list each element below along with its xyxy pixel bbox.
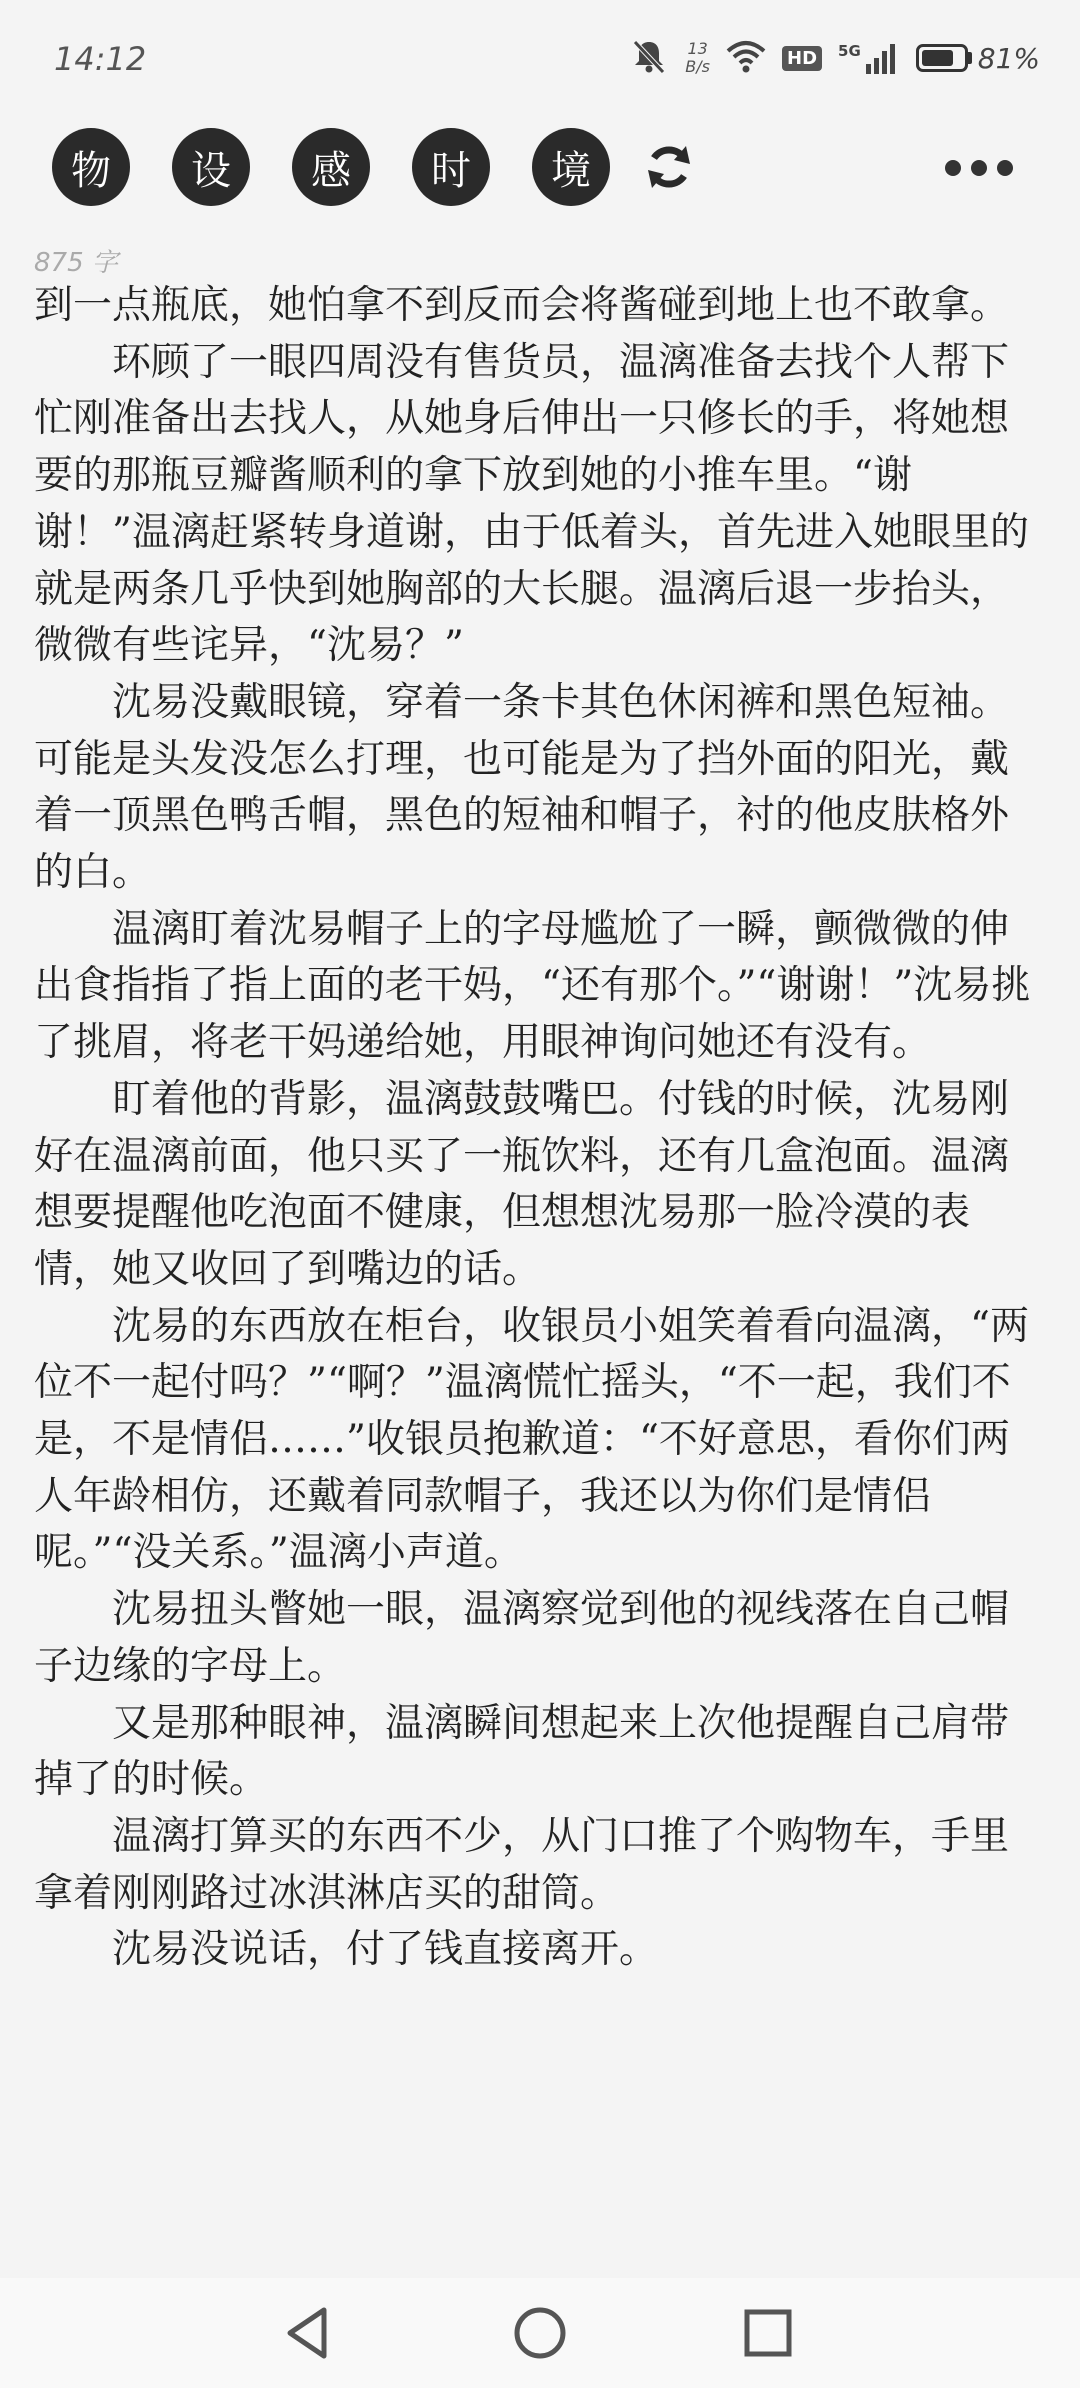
- article-content: [34, 278, 1034, 1979]
- more-dot: [945, 160, 961, 176]
- toolbar-button-gan[interactable]: 感: [292, 128, 370, 206]
- battery-tip: [968, 52, 972, 64]
- paragraph: 沈易没戴眼镜，穿着一条卡其色休闲裤和黑色短袖。可能是头发没怎么打理，也可能是为了挡外面的阳光，戴着一顶黑色鸭舌帽，黑色的短袖和帽子，衬的他皮肤格外的白。: [34, 679, 1010, 896]
- battery-percent: 81%: [977, 41, 1040, 75]
- paragraph: 又是那种眼神，温漓瞬间想起来上次他提醒自己肩带掉了的时候。: [34, 1700, 1010, 1803]
- hd-badge: HD: [782, 46, 822, 71]
- more-icon[interactable]: [940, 138, 1018, 198]
- word-count: 875 字: [34, 248, 118, 278]
- net-speed-value: 13: [687, 39, 708, 58]
- paragraph: 沈易没说话，付了钱直接离开。: [112, 1927, 659, 1973]
- toolbar-button-jing[interactable]: 境: [532, 128, 610, 206]
- battery-icon: [916, 42, 1040, 75]
- refresh-icon[interactable]: [630, 128, 708, 206]
- paragraph: 沈易的东西放在柜台，收银员小姐笑着看向温漓，“两位不一起付吗？”“啊？”温漓慌忙摇头，“不一起，我们不是，不是情侣……”收银员抱歉道：“不好意思，看你们两人年龄相仿，还戴着同款帽子，我还以为你们是情侣呢。”“没关系。”温漓小声道。: [34, 1303, 1029, 1576]
- paragraph: 环顾了一眼四周没有售货员，温漓准备去找个人帮下忙刚准备出去找人，从她身后伸出一只修长的手，将她想要的那瓶豆瓣酱顺利的拿下放到她的小推车里。“谢谢！”温漓赶紧转身道谢，由于低着头，首先进入她眼里的就是两条几乎快到她胸部的大长腿。温漓后退一步抬头，微微有些诧异，“沈易？”: [34, 339, 1029, 669]
- toolbar-button-shi[interactable]: 时: [412, 128, 490, 206]
- net-speed-unit: B/s: [685, 57, 710, 76]
- back-icon[interactable]: [276, 2300, 342, 2366]
- status-icons: [629, 34, 1040, 82]
- paragraph: 温漓盯着沈易帽子上的字母尴尬了一瞬，颤微微的伸出食指指了指上面的老干妈，“还有那个。”“谢谢！”沈易挑了挑眉，将老干妈递给她，用眼神询问她还有没有。: [34, 906, 1031, 1066]
- home-icon[interactable]: [507, 2300, 573, 2366]
- mute-bell-icon: [629, 36, 669, 80]
- paragraph: 盯着他的背影，温漓鼓鼓嘴巴。付钱的时候，沈易刚好在温漓前面，他只买了一瓶饮料，还有几盒泡面。温漓想要提醒他吃泡面不健康，但想想沈易那一脸冷漠的表情，她又收回了到嘴边的话。: [34, 1076, 1010, 1292]
- net-speed: [685, 40, 710, 76]
- signal-label: 5G: [838, 42, 861, 60]
- status-bar: [0, 0, 1080, 110]
- battery-fill: [922, 50, 953, 66]
- more-dot: [971, 160, 987, 176]
- navigation-bar: [0, 2278, 1080, 2388]
- recents-icon[interactable]: [735, 2300, 801, 2366]
- signal-icon: [838, 42, 900, 74]
- paragraph: 到一点瓶底，她怕拿不到反而会将酱碰到地上也不敢拿。: [34, 283, 1010, 328]
- more-dot: [997, 160, 1013, 176]
- paragraph: 沈易扭头瞥她一眼，温漓察觉到他的视线落在自己帽子边缘的字母上。: [34, 1587, 1010, 1689]
- toolbar-button-she[interactable]: 设: [172, 128, 250, 206]
- battery-body: [916, 44, 968, 72]
- paragraph: 温漓打算买的东西不少，从门口推了个购物车，手里拿着刚刚路过冰淇淋店买的甜筒。: [34, 1813, 1010, 1916]
- status-time: 14:12: [54, 40, 147, 78]
- wifi-icon: [726, 39, 766, 77]
- toolbar-button-wu[interactable]: 物: [52, 128, 130, 206]
- reader-toolbar: [0, 118, 1080, 214]
